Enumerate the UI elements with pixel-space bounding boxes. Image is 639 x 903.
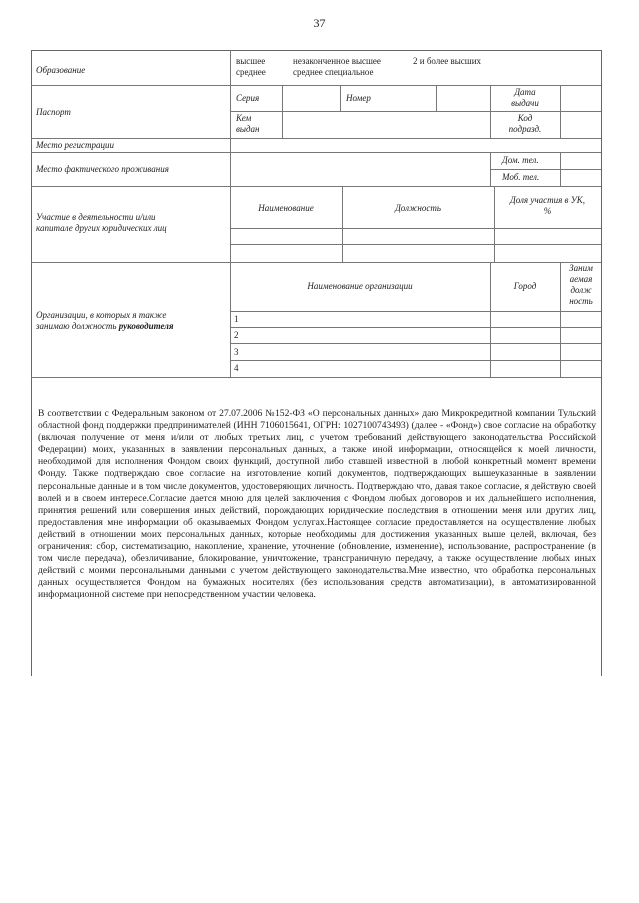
organizations-row-number: 3	[234, 347, 239, 357]
organizations-row-number: 1	[234, 314, 239, 324]
row-divider	[31, 377, 601, 378]
organizations-col-org: Наименование организации	[307, 281, 413, 291]
consent-text: В соответствии с Федеральным законом от 27.07.2006 №152-ФЗ «О персональных данных» даю Микрокредитной компании Тульский областной фонд поддержки предпринимателей (ИНН 7106015641, ОГРН: 1027100743493) (далее - «Фонд») свое согласие на обработку (включая получение от меня и/или от любых третьих лиц, с учетом требований действующего законодательства Российской Федерации) моих, указанных в заявлении персональных данных, а также иной информации, относящейся к моей личности, необходимой для исполнения Фондом своих функций, доступной либо ставшей известной в любой конкретный момент времени Фонду. Также подтверждаю свое согласие на изготовление копий документов, подтверждающих вышеуказанные в заявлении персональные данные и в том числе документов, удостоверяющих личность. Подтверждаю что, давая такое согласие, я действую своей волей и в своем интересе.Согласие дается мною для целей заключения с Фондом любых договоров и их дальнейшего исполнения, принятия решений или совершения иных действий, порождающих юридические последствия в отношении меня или других лиц, предоставления мне информации об оказываемых Фондом услугах.Настоящее согласие предоставляется на осуществление любых действий в отношении моих персональных данных, которые необходимы для достижения указанных выше целей, включая, без ограничения: сбор, систематизацию, накопление, хранение, уточнение (обновление, изменение), использование, распространение (в том числе передача), обезличивание, блокирование, уничтожение, трансграничную передачу, а также осуществление любых иных действий с моими персональными данными с учетом действующего законодательства.Мне известно, что обработка персональных данных осуществляется Фондом на бумажных носителях (без использования средств автоматизации), в автоматизированной информационной системе при непосредственном участии человека.	[38, 408, 596, 601]
passport-issue-date-label: Дата выдачи	[511, 87, 539, 108]
col-divider	[342, 186, 343, 262]
col-divider	[340, 85, 341, 111]
passport-label: Паспорт	[36, 107, 71, 117]
row-divider	[31, 186, 601, 187]
cell-divider	[230, 360, 601, 361]
passport-division-code-label: Код подразд.	[508, 113, 542, 134]
participation-col-share: Доля участия в УК, %	[509, 195, 585, 216]
col-divider	[490, 85, 491, 138]
organizations-label: Организации, в которых я также занимаю должность руководителя	[36, 310, 174, 331]
col-divider	[490, 152, 491, 186]
cell-divider	[230, 228, 601, 229]
col-divider	[560, 85, 561, 138]
education-label: Образование	[36, 65, 86, 75]
passport-issued-by-label: Кем выдан	[236, 113, 260, 134]
actual-residence-label: Место фактического проживания	[36, 164, 169, 174]
passport-series-label: Серия	[236, 93, 260, 103]
row-divider	[31, 138, 601, 139]
organizations-col-position: Заним аемая долж ность	[569, 263, 593, 306]
home-phone-label: Дом. тел.	[502, 155, 539, 165]
col-divider	[490, 262, 491, 377]
education-option-incomplete-higher[interactable]: незаконченное высшее	[293, 56, 381, 66]
education-option-secondary[interactable]: среднее	[236, 67, 266, 77]
cell-divider	[230, 311, 601, 312]
row-divider	[31, 152, 601, 153]
cell-divider	[230, 244, 601, 245]
col-divider	[436, 85, 437, 111]
cell-divider	[230, 111, 601, 112]
education-option-vocational[interactable]: среднее специальное	[293, 67, 374, 77]
cell-divider	[230, 327, 601, 328]
participation-col-name: Наименование	[258, 203, 314, 213]
organizations-row-number: 2	[234, 330, 239, 340]
row-divider	[31, 85, 601, 86]
registration-place-label: Место регистрации	[36, 140, 114, 150]
page-number: 37	[313, 16, 326, 30]
col-divider	[560, 152, 561, 186]
participation-col-position: Должность	[395, 203, 441, 213]
education-option-higher[interactable]: высшее	[236, 56, 266, 66]
organizations-label-bold: руководителя	[118, 321, 174, 331]
organizations-col-city: Город	[513, 281, 537, 291]
passport-number-label: Номер	[346, 93, 371, 103]
col-divider	[282, 85, 283, 138]
organizations-row-number: 4	[234, 363, 239, 373]
consent-paragraph	[38, 408, 596, 602]
cell-divider	[230, 343, 601, 344]
mobile-phone-label: Моб. тел.	[502, 172, 540, 182]
cell-divider	[490, 169, 601, 170]
participation-label: Участие в деятельности и/или капитале других юридических лиц	[36, 212, 167, 233]
row-divider	[31, 262, 601, 263]
education-option-two-higher[interactable]: 2 и более высших	[413, 56, 482, 66]
